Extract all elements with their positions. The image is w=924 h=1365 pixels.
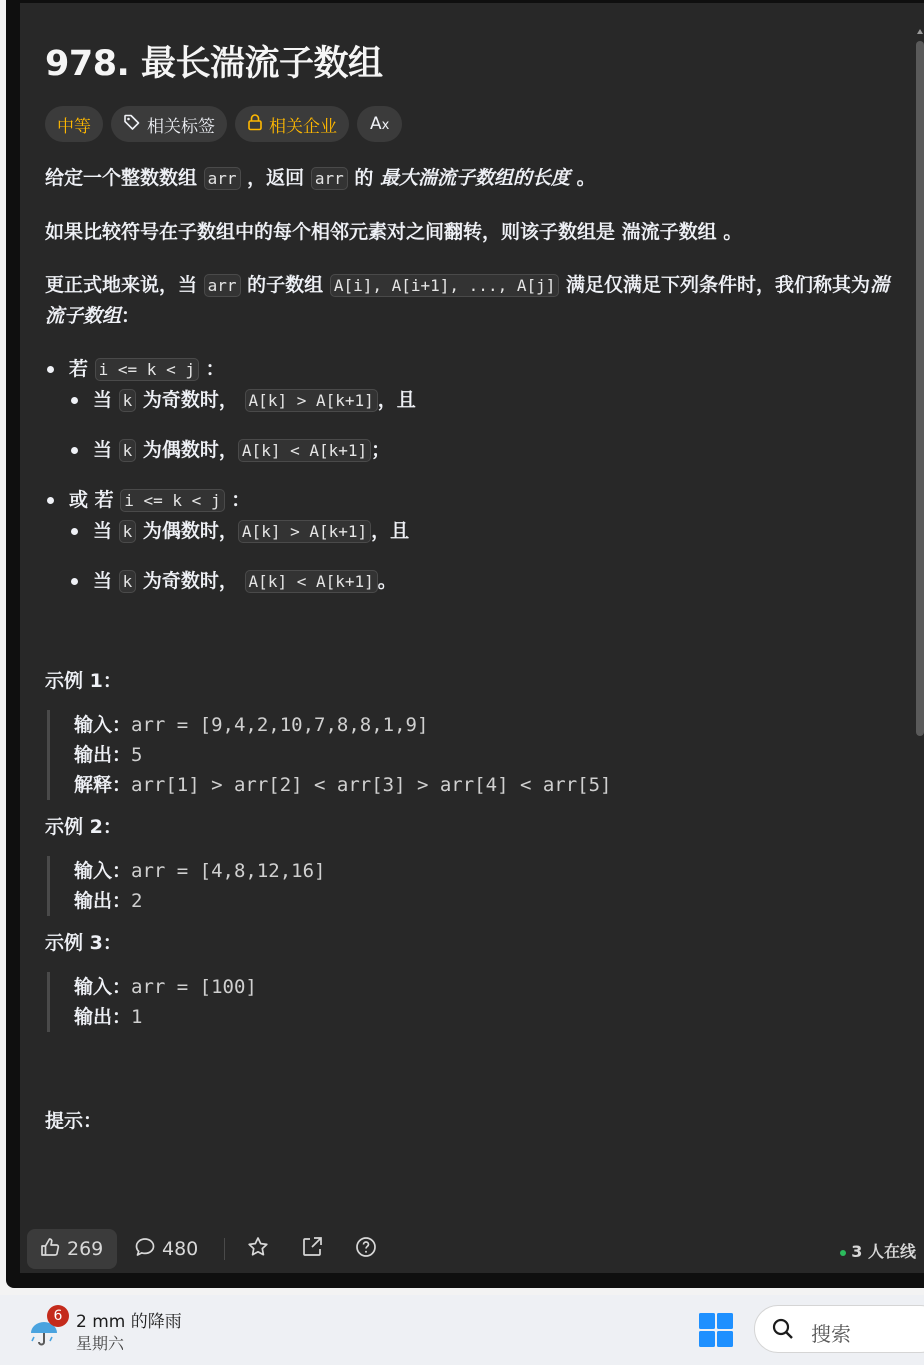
- example-2-block: 输入：arr = [4,8,12,16] 输出：2: [47, 856, 895, 916]
- online-dot-icon: [840, 1250, 846, 1256]
- problem-panel: [20, 3, 924, 1273]
- condition-list: [45, 354, 895, 597]
- like-button[interactable]: 269: [27, 1229, 117, 1269]
- share-icon: [300, 1235, 324, 1264]
- weather-day: 星期六: [76, 1334, 125, 1353]
- lock-icon: [247, 113, 263, 136]
- example-3-block: 输入：arr = [100] 输出：1: [47, 972, 895, 1032]
- windows-start-icon[interactable]: [698, 1312, 734, 1348]
- problem-description[interactable]: [20, 3, 916, 1225]
- share-button[interactable]: [300, 1229, 324, 1269]
- example-1-block: 输入：arr = [9,4,2,10,7,8,8,1,9] 输出：5 解释：arr[1] > arr[2] < arr[3] > arr[4] < arr[5]: [47, 710, 895, 800]
- condition-1: 若 i <= k < j ： 当 k 为奇数时， A[k] > A[k+1] ，且 当 k 为偶数时， A[k] < A[k+1] ；: [69, 354, 895, 466]
- help-icon: [354, 1235, 378, 1264]
- example-3-title: 示例 3：: [45, 932, 122, 954]
- condition-1-odd: 当 k 为奇数时， A[k] > A[k+1] ，且: [93, 385, 895, 416]
- help-button[interactable]: [354, 1229, 378, 1269]
- comment-icon: [134, 1236, 156, 1263]
- search-placeholder: 搜索: [811, 1322, 851, 1346]
- problem-title: 978. 最长湍流子数组: [45, 44, 383, 84]
- condition-2: 或 若 i <= k < j ： 当 k 为偶数时， A[k] > A[k+1] ，且 当 k 为奇数时， A[k] < A[k+1] 。: [69, 485, 895, 597]
- scrollbar-thumb[interactable]: [916, 41, 924, 736]
- desc-paragraph-2: 如果比较符号在子数组中的每个相邻元素对之间翻转，则该子数组是 湍流子数组 。: [45, 221, 743, 243]
- tag-icon: [123, 113, 141, 136]
- favorite-button[interactable]: [246, 1229, 270, 1269]
- weather-badge: 6: [47, 1305, 69, 1327]
- condition-2-odd: 当 k 为奇数时， A[k] < A[k+1] 。: [93, 566, 895, 597]
- vertical-scrollbar[interactable]: [916, 21, 924, 1221]
- translate-icon: Ax: [370, 114, 390, 134]
- comments-button[interactable]: 480: [134, 1229, 198, 1269]
- taskbar-search[interactable]: [754, 1305, 924, 1353]
- translate-font-button[interactable]: [357, 106, 402, 142]
- related-tags-button[interactable]: 相关标签: [111, 106, 227, 142]
- hints-title: 提示：: [45, 1110, 103, 1132]
- condition-2-even: 当 k 为偶数时， A[k] > A[k+1] ，且: [93, 516, 895, 547]
- scroll-up-icon[interactable]: [917, 29, 923, 34]
- example-1-title: 示例 1：: [45, 670, 122, 692]
- online-count: 3 人在线: [840, 1239, 916, 1262]
- weather-text[interactable]: 2 mm 的降雨: [76, 1312, 182, 1332]
- problem-footer: [20, 1225, 924, 1273]
- related-companies-button[interactable]: 相关企业: [235, 106, 349, 142]
- star-icon: [246, 1235, 270, 1264]
- difficulty-badge: 中等: [45, 106, 103, 142]
- description-body: [45, 163, 895, 1136]
- thumbs-up-icon: [39, 1236, 61, 1263]
- example-2-title: 示例 2：: [45, 816, 122, 838]
- search-icon: [771, 1317, 795, 1345]
- desc-paragraph-3: 更正式地来说，当 arr 的子数组 A[i], A[i+1], ..., A[j] 满足仅满足下列条件时，我们称其为湍流子数组：: [45, 274, 890, 327]
- footer-divider: [224, 1238, 225, 1260]
- condition-1-even: 当 k 为偶数时， A[k] < A[k+1] ；: [93, 435, 895, 466]
- problem-tags: [45, 106, 402, 142]
- windows-taskbar: [0, 1295, 924, 1365]
- desc-paragraph-1: 给定一个整数数组 arr ，返回 arr 的 最大湍流子数组的长度 。: [45, 167, 596, 189]
